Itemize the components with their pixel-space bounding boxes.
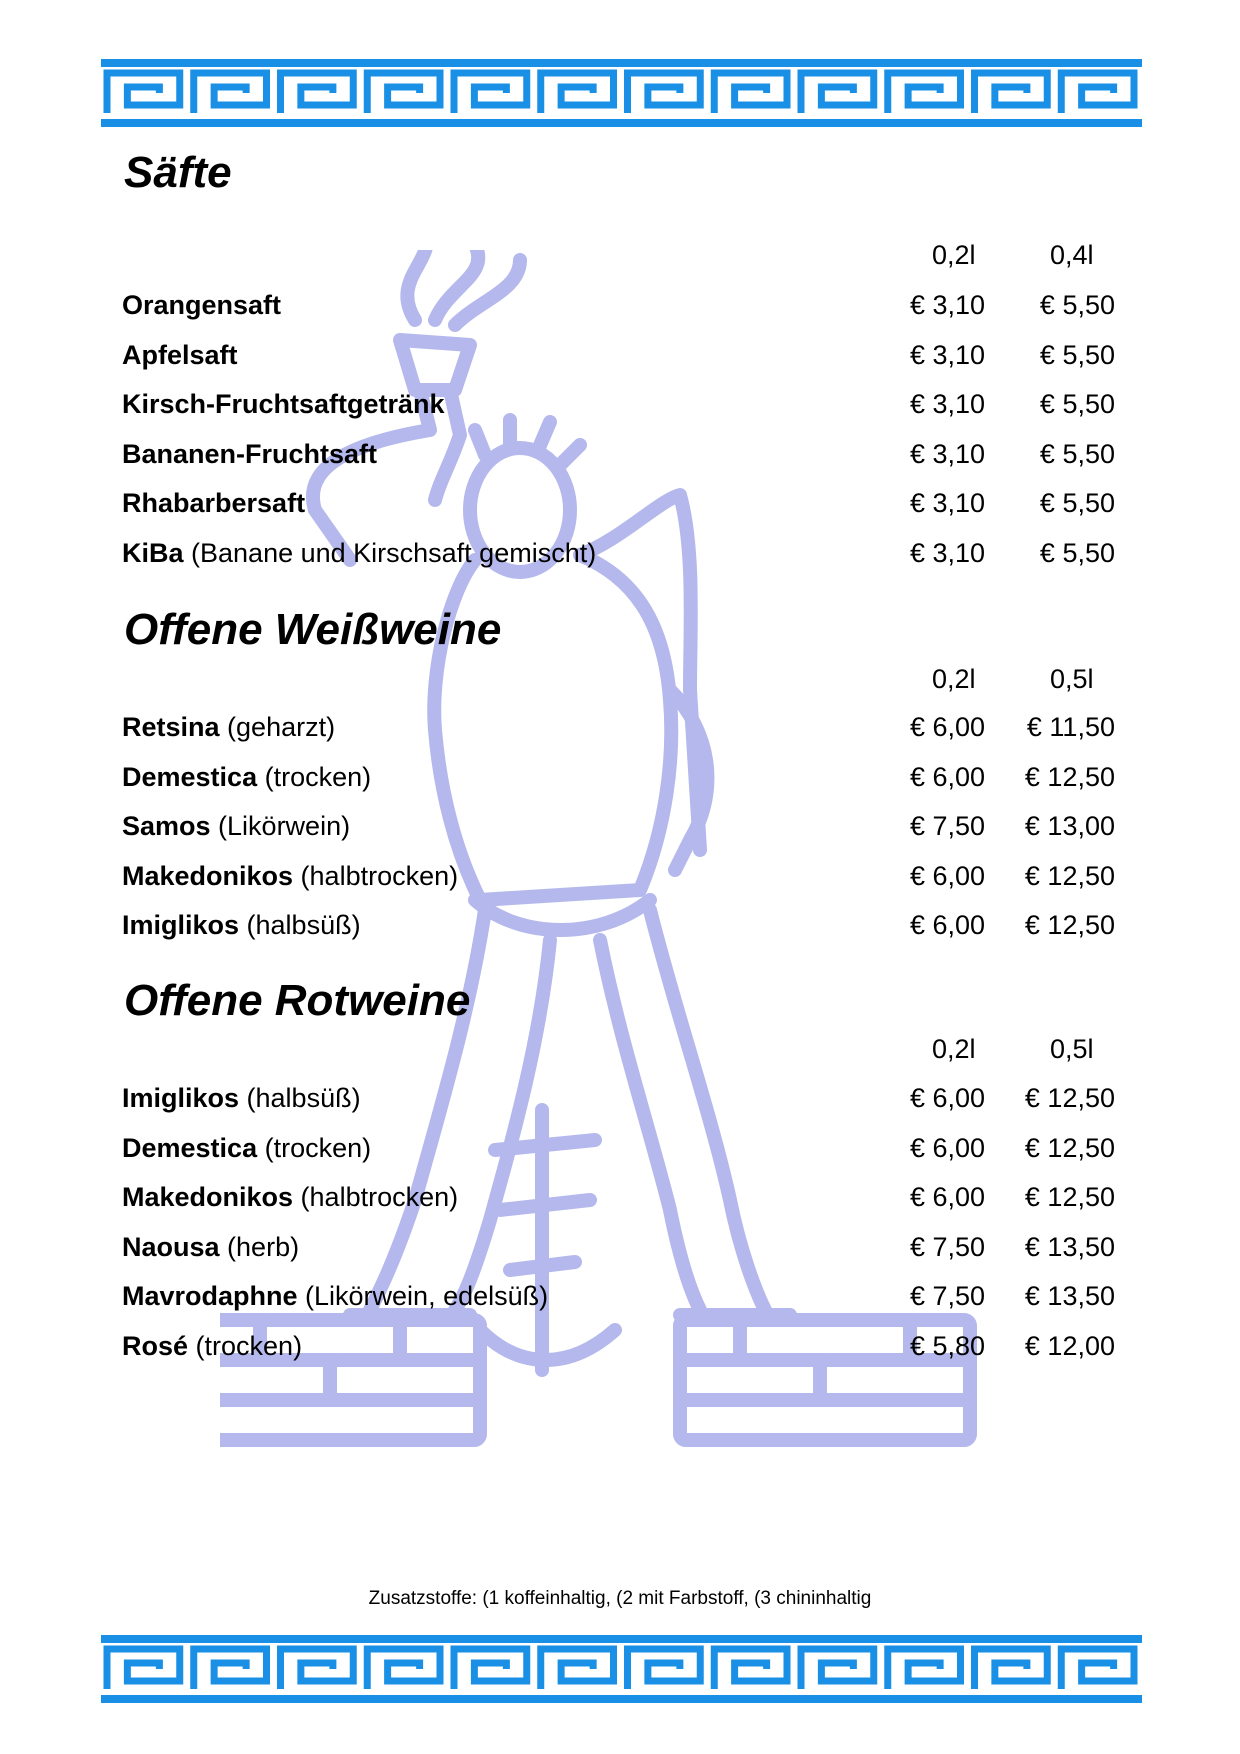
price-small: € 6,00 (910, 712, 986, 742)
item-note: (trocken) (257, 1133, 372, 1163)
price-small: € 6,00 (910, 1182, 986, 1212)
item-note: (halbtrocken) (293, 1182, 459, 1212)
item-note: (halbsüß) (239, 910, 361, 940)
price-small: € 6,00 (910, 1083, 986, 1113)
price-small: € 3,10 (910, 340, 986, 370)
item-note: (trocken) (188, 1331, 303, 1361)
item-name: Samos (122, 811, 211, 841)
price-large: € 13,50 (1024, 1232, 1115, 1262)
menu-item (122, 905, 1122, 945)
menu-item (122, 757, 1122, 797)
price-small: € 3,10 (910, 538, 986, 568)
item-name: Mavrodaphne (122, 1281, 298, 1311)
price-small: € 6,00 (910, 762, 986, 792)
item-note: (halbtrocken) (293, 861, 459, 891)
price-large: € 12,50 (1024, 861, 1115, 891)
size-header-large: 0,4l (1050, 240, 1094, 270)
price-large: € 12,50 (1024, 1133, 1115, 1163)
size-header-large: 0,5l (1050, 664, 1094, 694)
menu-item (122, 434, 1122, 474)
menu-item (122, 856, 1122, 896)
item-name: Demestica (122, 1133, 258, 1163)
price-large: € 5,50 (1039, 340, 1115, 370)
item-name: KiBa (122, 538, 184, 568)
price-small: € 6,00 (910, 1133, 986, 1163)
menu-item (122, 483, 1122, 523)
section-title: Offene Rotweine (124, 976, 471, 1025)
size-header-small: 0,2l (932, 240, 976, 270)
price-large: € 5,50 (1039, 488, 1115, 518)
item-name: Imiglikos (122, 910, 240, 940)
price-small: € 7,50 (910, 811, 986, 841)
item-name: Apfelsaft (122, 340, 238, 370)
price-small: € 7,50 (910, 1232, 986, 1262)
item-name: Demestica (122, 762, 258, 792)
item-note: (geharzt) (219, 712, 336, 742)
greek-key-border-top (101, 59, 1142, 127)
menu-item (122, 1276, 1122, 1316)
item-note: (Likörwein, edelsüß) (297, 1281, 549, 1311)
price-small: € 3,10 (910, 389, 986, 419)
item-name: Rosé (122, 1331, 189, 1361)
price-small: € 6,00 (910, 861, 986, 891)
item-name: Orangensaft (122, 290, 282, 320)
price-large: € 12,50 (1024, 1083, 1115, 1113)
footnote-additives: Zusatzstoffe: (1 koffeinhaltig, (2 mit Farbstoff, (3 chininhaltig (368, 1588, 872, 1609)
menu-item (122, 335, 1122, 375)
price-large: € 5,50 (1039, 389, 1115, 419)
price-large: € 11,50 (1026, 712, 1115, 742)
greek-key-border-icon (101, 1635, 1142, 1703)
price-large: € 5,50 (1039, 439, 1115, 469)
price-large: € 12,00 (1024, 1331, 1115, 1361)
price-large: € 12,50 (1024, 1182, 1115, 1212)
menu-item (122, 806, 1122, 846)
section-title: Offene Weißweine (124, 605, 502, 654)
price-small: € 7,50 (910, 1281, 986, 1311)
item-note: (herb) (219, 1232, 300, 1262)
item-note: (trocken) (257, 762, 372, 792)
menu-item (122, 1078, 1122, 1118)
price-large: € 5,50 (1039, 538, 1115, 568)
size-header-small: 0,2l (932, 1034, 976, 1064)
menu-item (122, 1128, 1122, 1168)
price-large: € 12,50 (1024, 762, 1115, 792)
price-small: € 3,10 (910, 290, 986, 320)
item-note: (Banane und Kirschsaft gemischt) (183, 538, 597, 568)
menu-item (122, 707, 1122, 747)
greek-key-border-bottom (101, 1635, 1142, 1703)
item-note: (Likörwein) (210, 811, 351, 841)
section-title: Säfte (124, 148, 232, 197)
item-name: Imiglikos (122, 1083, 240, 1113)
item-name: Makedonikos (122, 861, 294, 891)
item-name: Kirsch-Fruchtsaftgetränk (122, 389, 445, 419)
price-large: € 13,00 (1024, 811, 1115, 841)
item-name: Makedonikos (122, 1182, 294, 1212)
price-small: € 3,10 (910, 439, 986, 469)
price-large: € 13,50 (1024, 1281, 1115, 1311)
greek-key-border-icon (101, 59, 1142, 127)
menu-item (122, 1177, 1122, 1217)
menu-item (122, 1326, 1122, 1366)
menu-item (122, 1227, 1122, 1267)
size-header-small: 0,2l (932, 664, 976, 694)
item-name: Retsina (122, 712, 220, 742)
price-small: € 6,00 (910, 910, 986, 940)
price-large: € 5,50 (1039, 290, 1115, 320)
price-small: € 5,80 (910, 1331, 986, 1361)
price-large: € 12,50 (1024, 910, 1115, 940)
menu-item (122, 384, 1122, 424)
item-name: Bananen-Fruchtsaft (122, 439, 378, 469)
item-name: Rhabarbersaft (122, 488, 306, 518)
item-note: (halbsüß) (239, 1083, 361, 1113)
menu-item (122, 533, 1122, 573)
price-small: € 3,10 (910, 488, 986, 518)
item-name: Naousa (122, 1232, 220, 1262)
size-header-large: 0,5l (1050, 1034, 1094, 1064)
menu-item (122, 285, 1122, 325)
